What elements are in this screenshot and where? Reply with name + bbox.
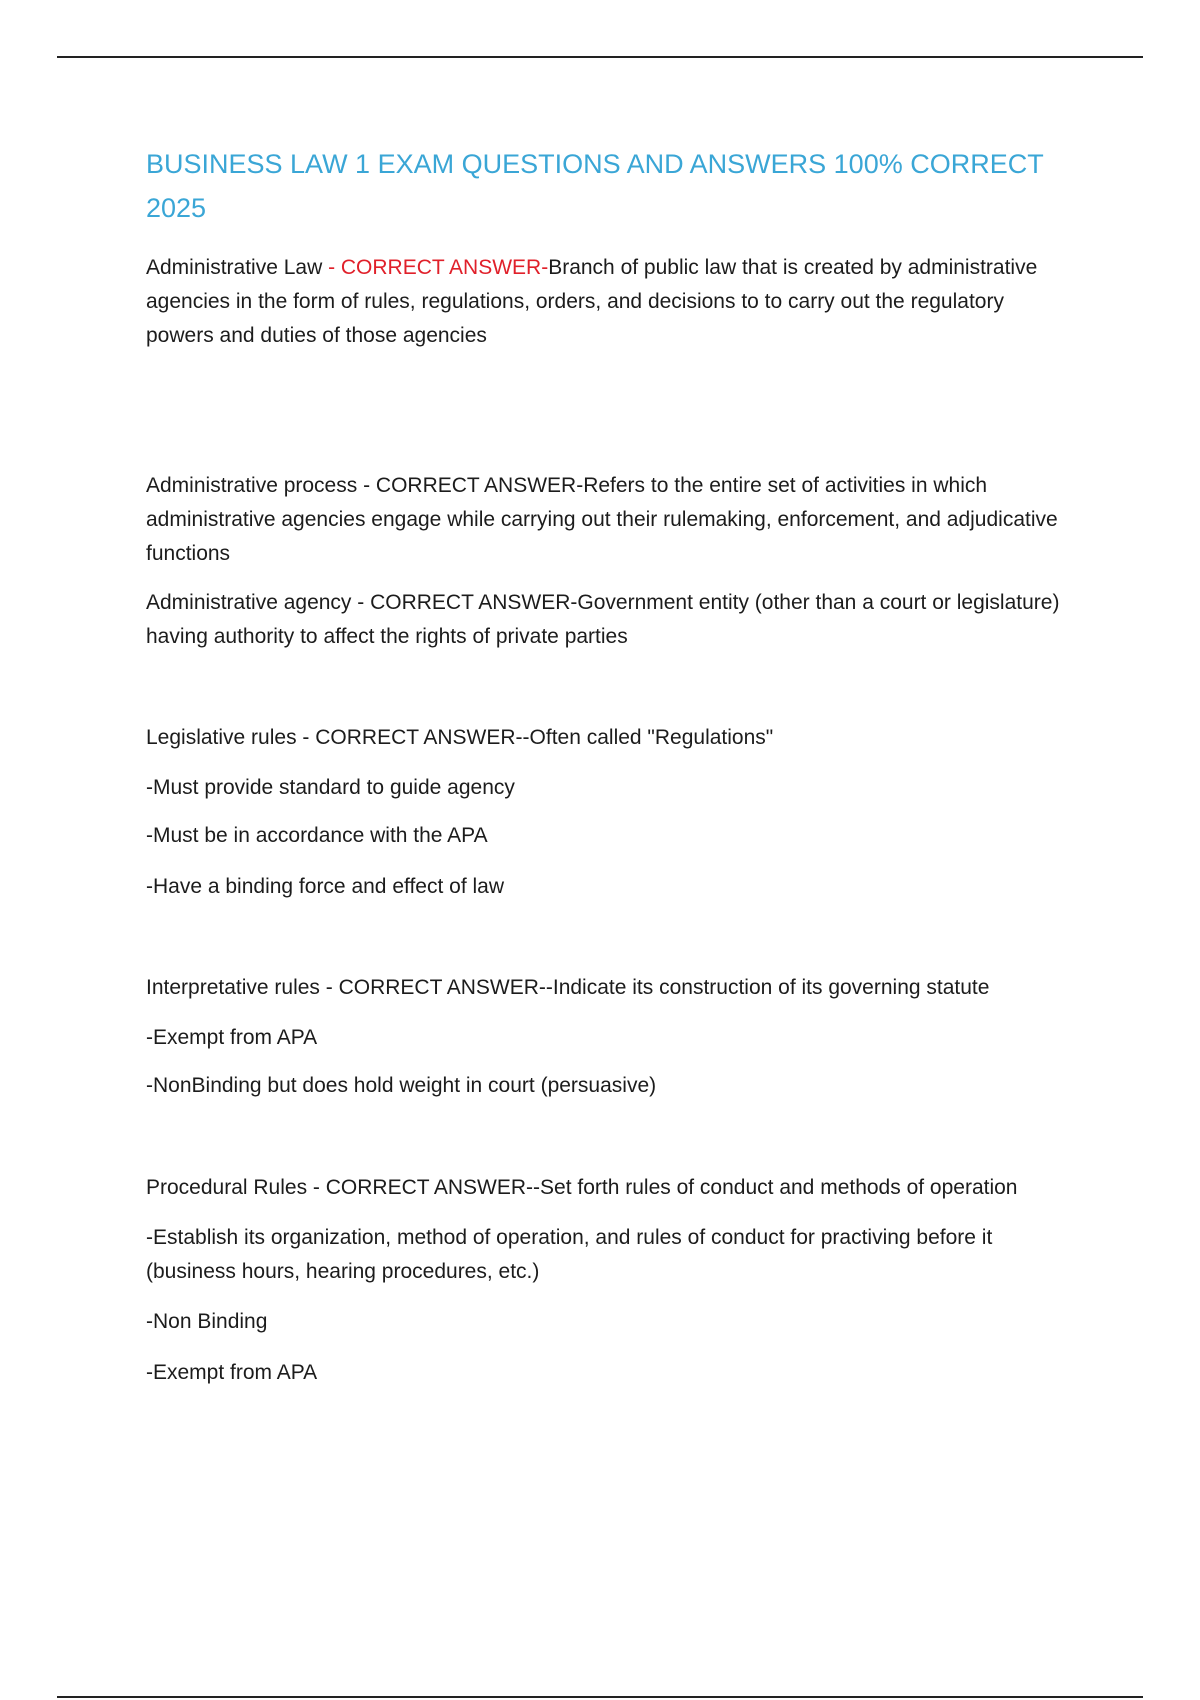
bullet-item: -Must be in accordance with the APA	[146, 824, 488, 847]
correct-answer-marker: - CORRECT ANSWER-	[322, 256, 549, 279]
top-rule	[57, 56, 1143, 58]
entry-definition: Branch of public law that is created by administrative agencies in the form of rules, regulations, orders, and decisions to to carry out the regulatory powers and duties of those agencies	[146, 256, 1038, 347]
entry-legislative-rules: Legislative rules - CORRECT ANSWER--Often called "Regulations"	[146, 726, 774, 749]
entry-term: Administrative Law	[146, 256, 323, 279]
bullet-item: -Exempt from APA	[146, 1026, 318, 1049]
bullet-item: -Must provide standard to guide agency	[146, 776, 515, 799]
bullet-item: -Establish its organization, method of operation, and rules of conduct for practiving before it (business hours, hearing procedures, etc.)	[146, 1226, 993, 1283]
entry-administrative-law	[146, 251, 1066, 353]
entry-administrative-agency: Administrative agency - CORRECT ANSWER-Government entity (other than a court or legislature) having authority to affect the rights of private parties	[146, 591, 1060, 648]
entry-administrative-process: Administrative process - CORRECT ANSWER-Refers to the entire set of activities in which administrative agencies engage while carrying out their rulemaking, enforcement, and adjudicative functions	[146, 474, 1058, 565]
bullet-item: -Have a binding force and effect of law	[146, 875, 504, 898]
bullet-item: -Non Binding	[146, 1310, 268, 1333]
bullet-item: -NonBinding but does hold weight in court (persuasive)	[146, 1074, 657, 1097]
bottom-rule	[57, 1696, 1143, 1698]
document-title: BUSINESS LAW 1 EXAM QUESTIONS AND ANSWERS 100% CORRECT 2025	[146, 149, 1044, 223]
entry-procedural-rules: Procedural Rules - CORRECT ANSWER--Set forth rules of conduct and methods of operation	[146, 1176, 1018, 1199]
entry-interpretative-rules: Interpretative rules - CORRECT ANSWER--Indicate its construction of its governing statute	[146, 976, 990, 999]
bullet-item: -Exempt from APA	[146, 1361, 318, 1384]
